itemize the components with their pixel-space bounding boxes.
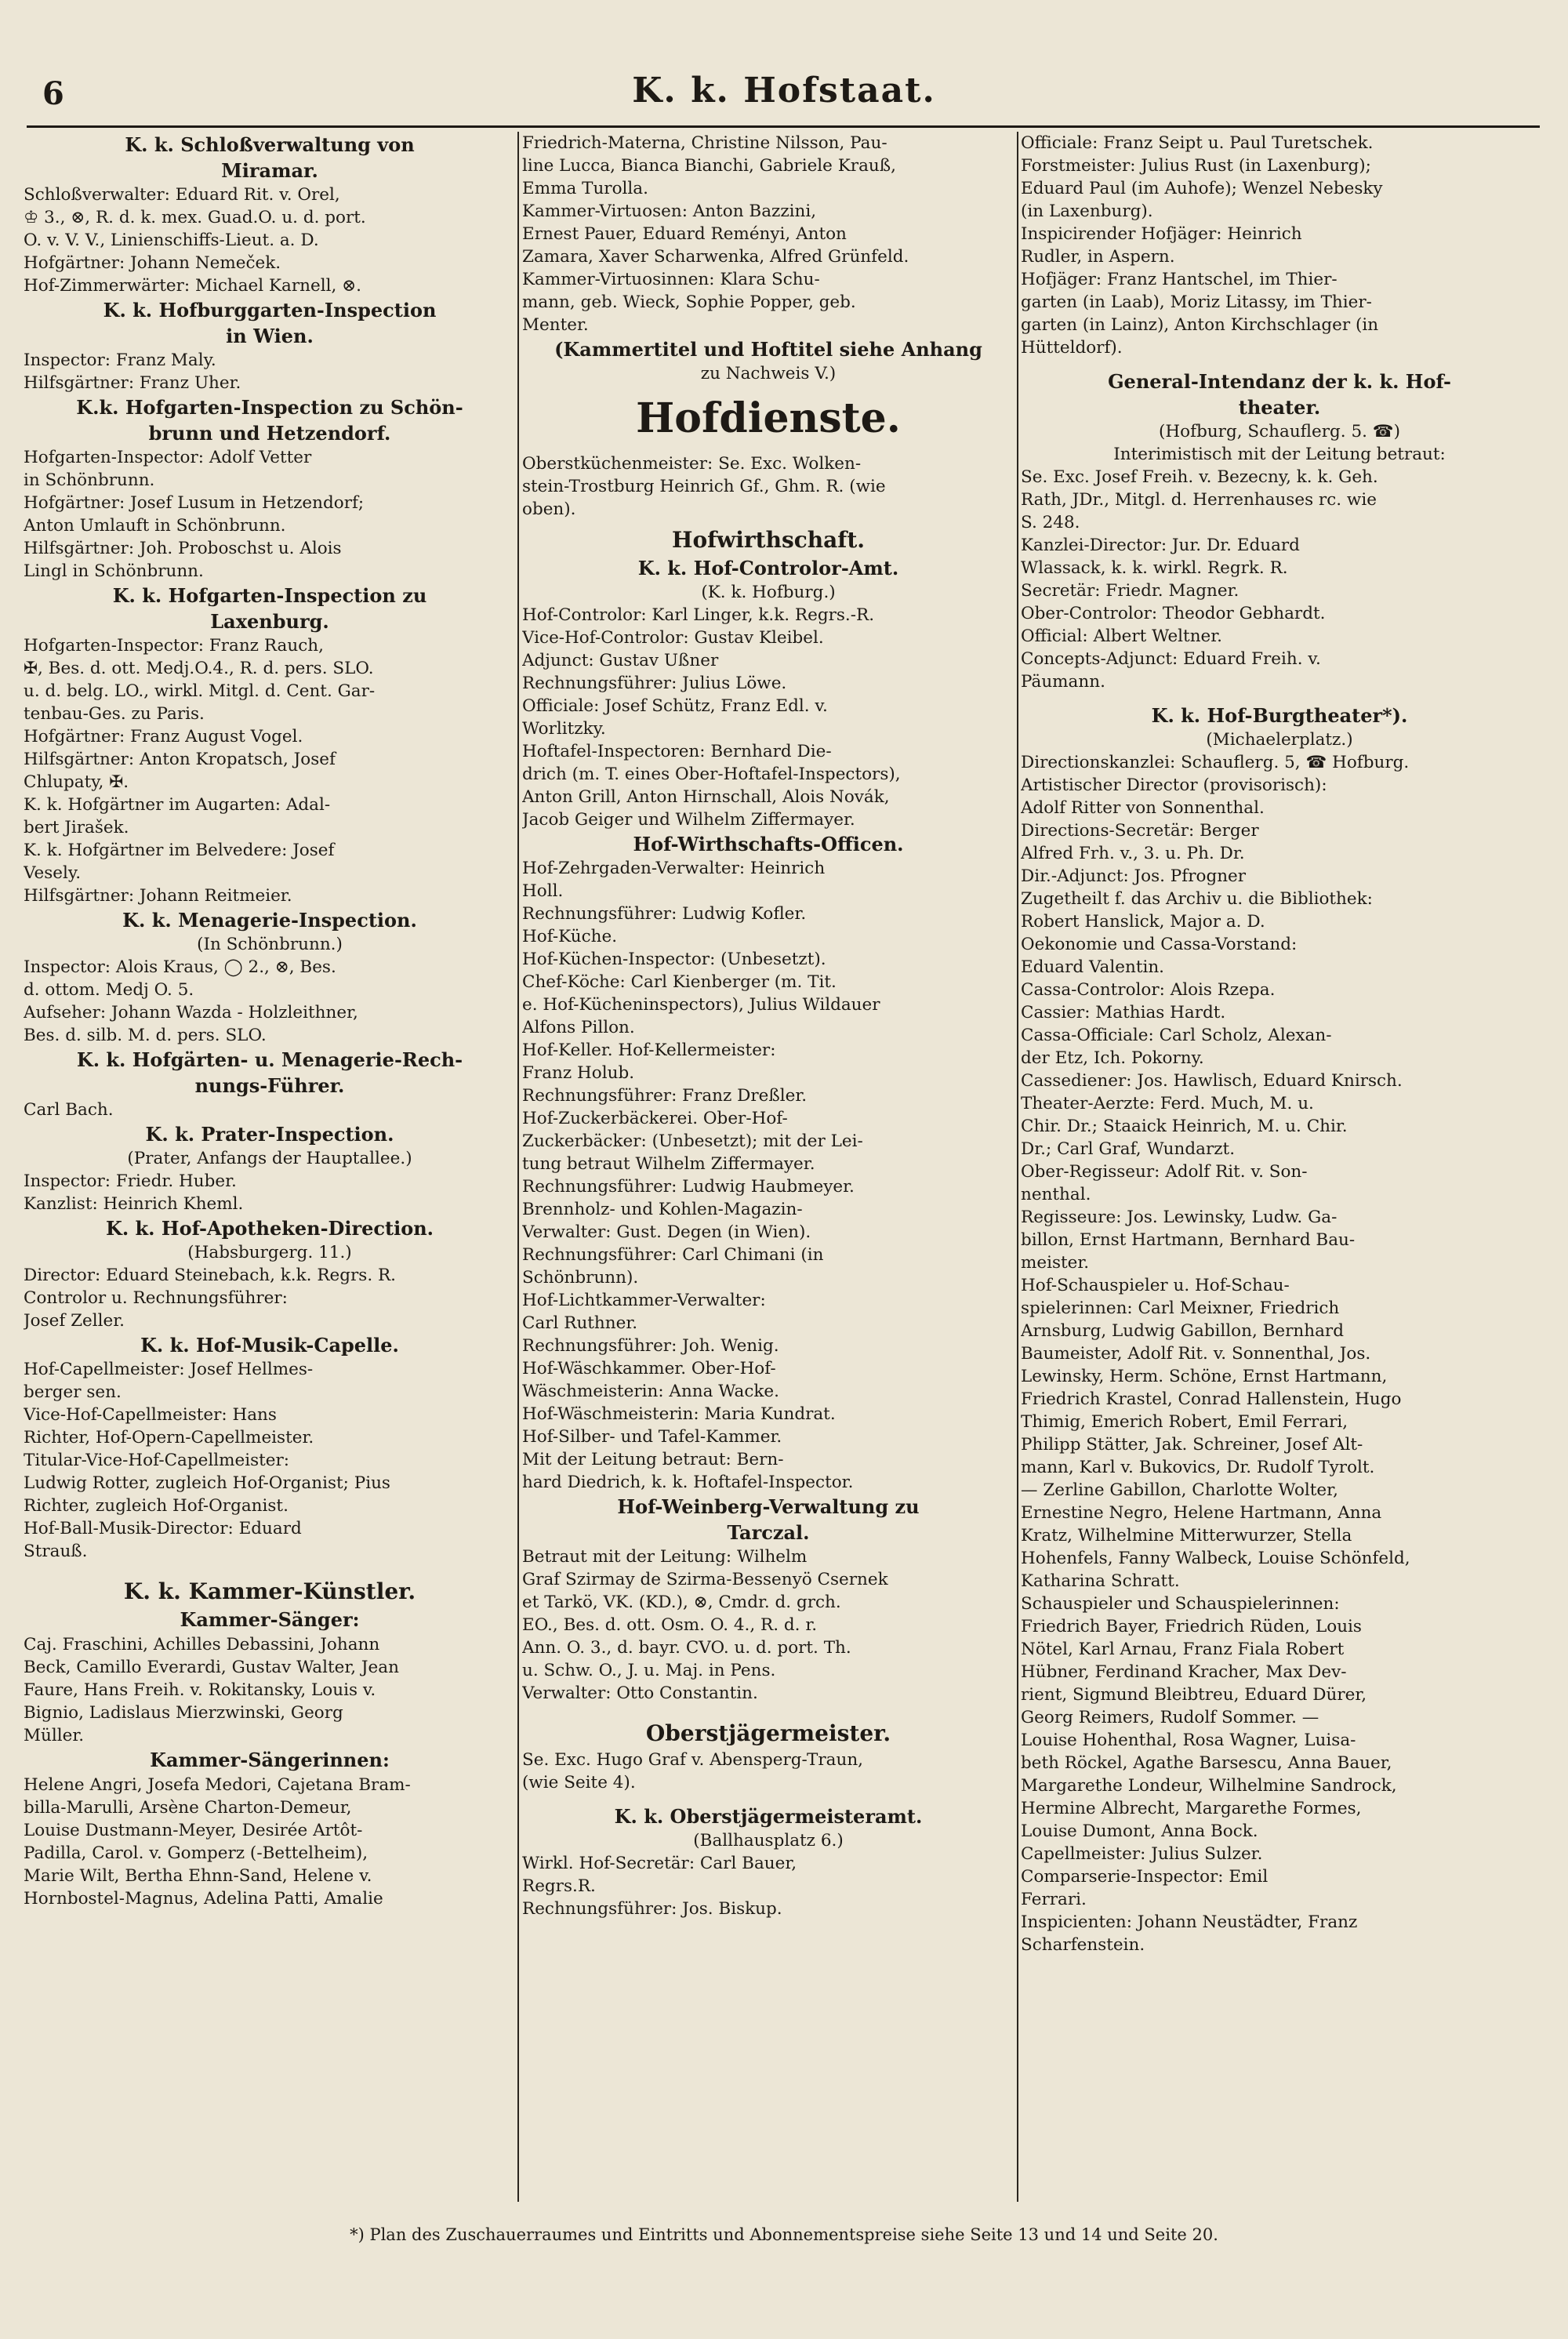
text-line: Hilfsgärtner: Franz Uher. (24, 373, 241, 393)
text-line: Ernestine Negro, Helene Hartmann, Anna (1021, 1503, 1382, 1523)
text-line: Verwalter: Gust. Degen (in Wien). (522, 1222, 811, 1242)
section-heading: K. k. Menagerie-Inspection. (122, 909, 417, 932)
section-heading: Laxenburg. (210, 610, 329, 633)
text-line: Titular-Vice-Hof-Capellmeister: (24, 1451, 289, 1470)
column-left (24, 132, 516, 2202)
text-line: (K. k. Hofburg.) (701, 583, 836, 602)
text-line: Hofgarten-Inspector: Franz Rauch, (24, 636, 324, 656)
text-line: Rudler, in Aspern. (1021, 247, 1175, 267)
page-number: 6 (42, 75, 64, 112)
footnote: *) Plan des Zuschauerraumes und Eintritts und Abonnementspreise siehe Seite 13 und 14 und Seite 20. (350, 2225, 1218, 2244)
text-line: Hof-Lichtkammer-Verwalter: (522, 1291, 766, 1310)
text-line: meister. (1021, 1253, 1090, 1273)
text-line: billa-Marulli, Arsène Charton-Demeur, (24, 1798, 352, 1818)
text-line: Kratz, Wilhelmine Mitterwurzer, Stella (1021, 1526, 1352, 1545)
text-line: Betraut mit der Leitung: Wilhelm (522, 1547, 808, 1567)
text-line: drich (m. T. eines Ober-Hoftafel-Inspectors), (522, 765, 901, 784)
text-line: Richter, zugleich Hof-Organist. (24, 1496, 289, 1516)
text-line: Vesely. (24, 863, 82, 883)
column-divider (517, 132, 519, 2202)
section-heading: General-Intendanz der k. k. Hof- (1108, 370, 1451, 393)
running-title: K. k. Hofstaat. (632, 71, 936, 111)
text-line: Cassa-Officiale: Carl Scholz, Alexan- (1021, 1026, 1332, 1045)
text-line: ✠, Bes. d. ott. Medj.O.4., R. d. pers. SLO. (24, 659, 374, 678)
text-line: Margarethe Londeur, Wilhelmine Sandrock, (1021, 1776, 1397, 1796)
text-line: Helene Angri, Josefa Medori, Cajetana Bram- (24, 1775, 411, 1795)
text-line: Carl Ruthner. (522, 1313, 638, 1333)
text-line: d. ottom. Medj O. 5. (24, 980, 194, 1000)
text-line: Rechnungsführer: Jos. Biskup. (522, 1899, 782, 1919)
text-line: Wlassack, k. k. wirkl. Regrk. R. (1021, 558, 1288, 578)
column-middle (522, 132, 1014, 2202)
text-line: Directions-Secretär: Berger (1021, 821, 1259, 841)
text-line: Ann. O. 3., d. bayr. CVO. u. d. port. Th. (522, 1638, 851, 1658)
text-line: beth Röckel, Agathe Barsescu, Anna Bauer, (1021, 1753, 1392, 1773)
text-line: Georg Reimers, Rudolf Sommer. — (1021, 1708, 1319, 1727)
text-line: Hof-Schauspieler u. Hof-Schau- (1021, 1276, 1290, 1295)
text-line: Hilfsgärtner: Joh. Proboschst u. Alois (24, 539, 342, 558)
text-line: Se. Exc. Josef Freih. v. Bezecny, k. k. Geh. (1021, 467, 1378, 487)
text-line: Carl Bach. (24, 1100, 114, 1120)
text-line: Richter, Hof-Opern-Capellmeister. (24, 1428, 314, 1447)
text-line: Concepts-Adjunct: Eduard Freih. v. (1021, 649, 1321, 669)
text-line: Friedrich Bayer, Friedrich Rüden, Louis (1021, 1617, 1362, 1636)
section-heading: K. k. Hofgärten- u. Menagerie-Rech- (76, 1048, 463, 1071)
section-heading: K. k. Hof-Burgtheater*). (1151, 704, 1408, 727)
text-line: Kanzlist: Heinrich Kheml. (24, 1194, 244, 1214)
text-line: Inspicienten: Johann Neustädter, Franz (1021, 1912, 1358, 1932)
text-line: Regrs.R. (522, 1876, 596, 1896)
section-heading: Kammer-Sänger: (180, 1608, 360, 1631)
text-line: in Schönbrunn. (24, 470, 155, 490)
text-line: Hof-Küche. (522, 927, 618, 946)
text-line: (Michaelerplatz.) (1206, 730, 1353, 750)
section-heading: Kammer-Sängerinnen: (150, 1749, 390, 1771)
text-line: Dir.-Adjunct: Jos. Pfrogner (1021, 866, 1247, 886)
text-line: Hermine Albrecht, Margarethe Formes, (1021, 1799, 1362, 1818)
text-line: Müller. (24, 1726, 85, 1745)
text-line: hard Diedrich, k. k. Hoftafel-Inspector. (522, 1473, 854, 1492)
text-line: Comparserie-Inspector: Emil (1021, 1867, 1269, 1887)
text-line: Hohenfels, Fanny Walbeck, Louise Schönfeld, (1021, 1549, 1410, 1568)
text-line: Dr.; Carl Graf, Wundarzt. (1021, 1139, 1236, 1159)
text-line: Inspicirender Hofjäger: Heinrich (1021, 224, 1302, 244)
text-line: Ludwig Rotter, zugleich Hof-Organist; Pius (24, 1473, 390, 1493)
text-line: Cassier: Mathias Hardt. (1021, 1003, 1226, 1022)
text-line: Hof-Küchen-Inspector: (Unbesetzt). (522, 950, 826, 969)
text-line: tenbau-Ges. zu Paris. (24, 704, 205, 724)
text-line: Graf Szirmay de Szirma-Bessenyö Csernek (522, 1570, 888, 1589)
spacer (1021, 693, 1538, 703)
text-line: Brennholz- und Kohlen-Magazin- (522, 1200, 803, 1219)
text-line: Hof-Controlor: Karl Linger, k.k. Regrs.-R. (522, 605, 875, 625)
spacer (24, 1563, 516, 1572)
section-heading: Oberstjägermeister. (645, 1720, 891, 1746)
text-line: der Etz, Ich. Pokorny. (1021, 1048, 1204, 1068)
text-line: Louise Dustmann-Meyer, Desirée Artôt- (24, 1821, 363, 1840)
text-line: Hofgärtner: Josef Lusum in Hetzendorf; (24, 493, 365, 513)
text-line: Rechnungsführer: Ludwig Haubmeyer. (522, 1177, 855, 1197)
text-line: Emma Turolla. (522, 179, 648, 198)
text-line: Rechnungsführer: Julius Löwe. (522, 674, 787, 693)
section-heading: K. k. Hof-Controlor-Amt. (637, 557, 899, 579)
text-line: Arnsburg, Ludwig Gabillon, Bernhard (1021, 1321, 1344, 1341)
section-heading: Hof-Weinberg-Verwaltung zu (617, 1495, 920, 1518)
text-line: e. Hof-Kücheninspectors), Julius Wildauer (522, 995, 880, 1015)
text-line: Inspector: Franz Maly. (24, 350, 216, 370)
text-line: Hof-Zehrgaden-Verwalter: Heinrich (522, 859, 826, 878)
text-line: Lingl in Schönbrunn. (24, 561, 204, 581)
text-line: mann, geb. Wieck, Sophie Popper, geb. (522, 292, 856, 312)
section-heading: K. k. Hofgarten-Inspection zu (112, 584, 427, 607)
text-line: Interimistisch mit der Leitung betraut: (1113, 445, 1446, 464)
text-line: stein-Trostburg Heinrich Gf., Ghm. R. (wie (522, 477, 886, 496)
text-line: Hofjäger: Franz Hantschel, im Thier- (1021, 270, 1338, 289)
text-line: tung betraut Wilhelm Ziffermayer. (522, 1154, 815, 1174)
text-line: Cassediener: Jos. Hawlisch, Eduard Knirsch. (1021, 1071, 1403, 1091)
text-line: Capellmeister: Julius Sulzer. (1021, 1844, 1263, 1864)
text-line: Regisseure: Jos. Lewinsky, Ludw. Ga- (1021, 1208, 1338, 1227)
text-line: Strauß. (24, 1542, 88, 1561)
text-line: Hof-Silber- und Tafel-Kammer. (522, 1427, 782, 1447)
text-line: Baumeister, Adolf Rit. v. Sonnenthal, Jos. (1021, 1344, 1371, 1364)
text-line: Vice-Hof-Controlor: Gustav Kleibel. (522, 628, 824, 648)
text-line: (in Laxenburg). (1021, 202, 1153, 221)
text-line: Worlitzky. (522, 719, 606, 739)
text-line: Friedrich Krastel, Conrad Hallenstein, Hugo (1021, 1389, 1402, 1409)
text-line: Artistischer Director (provisorisch): (1021, 775, 1327, 795)
text-line: Hofgärtner: Johann Nemeček. (24, 253, 281, 273)
text-line: Faure, Hans Freih. v. Rokitansky, Louis v. (24, 1680, 376, 1700)
text-line: Rechnungsführer: Ludwig Kofler. (522, 904, 807, 924)
text-line: (Prater, Anfangs der Hauptallee.) (127, 1149, 412, 1168)
text-line: Hof-Ball-Musik-Director: Eduard (24, 1519, 302, 1538)
text-line: Scharfenstein. (1021, 1935, 1145, 1955)
text-line: Officiale: Josef Schütz, Franz Edl. v. (522, 696, 828, 716)
text-line: Robert Hanslick, Major a. D. (1021, 912, 1265, 932)
text-line: bert Jirašek. (24, 818, 129, 837)
text-line: Ernest Pauer, Eduard Reményi, Anton (522, 224, 847, 244)
text-line: Se. Exc. Hugo Graf v. Abensperg-Traun, (522, 1750, 863, 1770)
text-line: Anton Grill, Anton Hirnschall, Alois Novák, (522, 787, 890, 807)
spacer (522, 1794, 1014, 1803)
text-line: Inspector: Friedr. Huber. (24, 1171, 237, 1191)
text-line: Chlupaty, ✠. (24, 772, 129, 792)
text-line: et Tarkö, VK. (KD.), ⊗, Cmdr. d. grch. (522, 1593, 841, 1612)
text-line: Theater-Aerzte: Ferd. Much, M. u. (1021, 1094, 1314, 1113)
text-line: Ober-Regisseur: Adolf Rit. v. Son- (1021, 1162, 1308, 1182)
text-line: Hofgärtner: Franz August Vogel. (24, 727, 303, 746)
text-line: Marie Wilt, Bertha Ehnn-Sand, Helene v. (24, 1866, 372, 1886)
section-heading: Hof-Wirthschafts-Officen. (633, 833, 904, 855)
text-line: Directionskanzlei: Schauflerg. 5, ☎ Hofburg. (1021, 753, 1410, 772)
text-line: (wie Seite 4). (522, 1773, 636, 1792)
section-heading: in Wien. (226, 325, 314, 347)
text-line: Hütteldorf). (1021, 338, 1123, 358)
text-line: Padilla, Carol. v. Gomperz (-Bettelheim), (24, 1843, 368, 1863)
text-line: Kanzlei-Director: Jur. Dr. Eduard (1021, 536, 1300, 555)
text-line: Mit der Leitung betraut: Bern- (522, 1450, 784, 1469)
text-line: Forstmeister: Julius Rust (in Laxenburg); (1021, 156, 1371, 176)
column-right (1021, 132, 1538, 2202)
section-heading: K. k. Oberstjägermeisteramt. (614, 1805, 923, 1828)
text-line: oben). (522, 499, 576, 519)
text-line: Kammer-Virtuosinnen: Klara Schu- (522, 270, 820, 289)
section-heading: Tarczal. (727, 1521, 810, 1544)
text-line: Oberstküchenmeister: Se. Exc. Wolken- (522, 454, 862, 474)
text-line: K. k. Hofgärtner im Augarten: Adal- (24, 795, 331, 815)
text-line: Thimig, Emerich Robert, Emil Ferrari, (1021, 1412, 1348, 1432)
text-line: Controlor u. Rechnungsführer: (24, 1288, 288, 1308)
text-line: Alfred Frh. v., 3. u. Ph. Dr. (1021, 844, 1245, 863)
text-line: O. v. V. V., Linienschiffs-Lieut. a. D. (24, 231, 319, 250)
text-line: Chir. Dr.; Staaick Heinrich, M. u. Chir. (1021, 1117, 1348, 1136)
text-line: Nötel, Karl Arnau, Franz Fiala Robert (1021, 1640, 1345, 1659)
text-line: Ober-Controlor: Theodor Gebhardt. (1021, 604, 1326, 623)
text-line: (Habsburgerg. 11.) (187, 1243, 352, 1262)
text-line: Hübner, Ferdinand Kracher, Max Dev- (1021, 1662, 1347, 1682)
text-line: Hornbostel-Magnus, Adelina Patti, Amalie (24, 1889, 383, 1909)
text-line: Kammer-Virtuosen: Anton Bazzini, (522, 202, 817, 221)
text-line: Wirkl. Hof-Secretär: Carl Bauer, (522, 1854, 797, 1873)
text-line: Louise Dumont, Anna Bock. (1021, 1821, 1258, 1841)
text-line: Eduard Paul (im Auhofe); Wenzel Nebesky (1021, 179, 1383, 198)
text-line: Secretär: Friedr. Magner. (1021, 581, 1240, 601)
text-line: Louise Hohenthal, Rosa Wagner, Luisa- (1021, 1731, 1356, 1750)
text-line: Friedrich-Materna, Christine Nilsson, Pau- (522, 133, 887, 153)
text-line: Hof-Zuckerbäckerei. Ober-Hof- (522, 1109, 788, 1128)
text-line: Bignio, Ladislaus Mierzwinski, Georg (24, 1703, 343, 1723)
text-line: (Hofburg, Schauflerg. 5. ☎) (1159, 422, 1400, 441)
text-line: Zuckerbäcker: (Unbesetzt); mit der Lei- (522, 1131, 863, 1151)
section-heading: K. k. Kammer-Künstler. (123, 1578, 416, 1604)
text-line: spielerinnen: Carl Meixner, Friedrich (1021, 1298, 1340, 1318)
section-heading: K. k. Schloßverwaltung von (125, 133, 415, 156)
text-line: Zamara, Xaver Scharwenka, Alfred Grünfeld. (522, 247, 909, 267)
text-line: Inspector: Alois Kraus, ◯ 2., ⊗, Bes. (24, 957, 336, 977)
text-line: Chef-Köche: Carl Kienberger (m. Tit. (522, 972, 837, 992)
header-rule (27, 125, 1540, 128)
text-line: K. k. Hofgärtner im Belvedere: Josef (24, 841, 335, 860)
section-heading: (Kammertitel und Hoftitel siehe Anhang (554, 338, 982, 361)
text-line: Alfons Pillon. (522, 1018, 635, 1037)
text-line: Schönbrunn). (522, 1268, 639, 1288)
section-heading: K.k. Hofgarten-Inspection zu Schön- (76, 396, 463, 419)
text-line: Aufseher: Johann Wazda - Holzleithner, (24, 1003, 358, 1022)
text-line: Rechnungsführer: Franz Dreßler. (522, 1086, 808, 1106)
text-line: (Ballhausplatz 6.) (693, 1831, 844, 1850)
section-heading: Hofwirthschaft. (672, 527, 865, 553)
text-line: Officiale: Franz Seipt u. Paul Turetschek. (1021, 133, 1374, 153)
text-line: Beck, Camillo Everardi, Gustav Walter, Jean (24, 1658, 399, 1677)
text-line: u. d. belg. LO., wirkl. Mitgl. d. Cent. Gar- (24, 681, 376, 701)
text-line: Franz Holub. (522, 1063, 635, 1083)
text-line: Anton Umlauft in Schönbrunn. (24, 516, 286, 536)
text-line: Rechnungsführer: Carl Chimani (in (522, 1245, 824, 1265)
text-line: Ferrari. (1021, 1890, 1087, 1909)
text-line: Bes. d. silb. M. d. pers. SLO. (24, 1026, 267, 1045)
text-line: Director: Eduard Steinebach, k.k. Regrs. R. (24, 1266, 397, 1285)
text-line: mann, Karl v. Bukovics, Dr. Rudolf Tyrolt. (1021, 1458, 1375, 1477)
text-line: Katharina Schratt. (1021, 1571, 1180, 1591)
text-line: Hofgarten-Inspector: Adolf Vetter (24, 448, 312, 467)
text-line: Vice-Hof-Capellmeister: Hans (24, 1405, 277, 1425)
text-line: Zugetheilt f. das Archiv u. die Bibliothek: (1021, 889, 1373, 909)
text-line: Schloßverwalter: Eduard Rit. v. Orel, (24, 185, 340, 205)
text-line: EO., Bes. d. ott. Osm. O. 4., R. d. r. (522, 1615, 818, 1635)
text-line: garten (in Lainz), Anton Kirchschlager (in (1021, 315, 1379, 335)
text-line: Jacob Geiger und Wilhelm Ziffermayer. (522, 810, 855, 830)
text-line: Päumann. (1021, 672, 1105, 692)
text-line: Menter. (522, 315, 589, 335)
text-line: berger sen. (24, 1382, 122, 1402)
text-line: zu Nachweis V.) (700, 364, 837, 383)
section-heading: K. k. Hof-Musik-Capelle. (140, 1334, 399, 1357)
text-line: Hoftafel-Inspectoren: Bernhard Die- (522, 742, 832, 761)
text-line: Verwalter: Otto Constantin. (522, 1683, 758, 1703)
text-line: Wäschmeisterin: Anna Wacke. (522, 1382, 779, 1401)
spacer (1021, 359, 1538, 369)
text-line: Hof-Wäschmeisterin: Maria Kundrat. (522, 1404, 836, 1424)
section-heading: Hofdienste. (636, 394, 901, 442)
text-line: Hilfsgärtner: Anton Kropatsch, Josef (24, 750, 336, 769)
text-line: Hof-Keller. Hof-Kellermeister: (522, 1041, 776, 1060)
text-line: Hilfsgärtner: Johann Reitmeier. (24, 886, 292, 906)
text-line: Rath, JDr., Mitgl. d. Herrenhauses rc. wie (1021, 490, 1377, 510)
section-heading: theater. (1238, 396, 1321, 419)
section-heading: Miramar. (221, 159, 318, 182)
spacer (522, 1705, 1014, 1714)
section-heading: nungs-Führer. (194, 1074, 345, 1097)
text-line: Oekonomie und Cassa-Vorstand: (1021, 935, 1298, 954)
text-line: rient, Sigmund Bleibtreu, Eduard Dürer, (1021, 1685, 1367, 1705)
text-line: nenthal. (1021, 1185, 1091, 1204)
text-line: Rechnungsführer: Joh. Wenig. (522, 1336, 779, 1356)
text-line: garten (in Laab), Moriz Litassy, im Thier- (1021, 292, 1372, 312)
section-heading: K. k. Hof-Apotheken-Direction. (105, 1217, 434, 1240)
text-line: Hof-Wäschkammer. Ober-Hof- (522, 1359, 776, 1378)
text-line: billon, Ernst Hartmann, Bernhard Bau- (1021, 1230, 1356, 1250)
text-line: Eduard Valentin. (1021, 957, 1165, 977)
text-line: Schauspieler und Schauspielerinnen: (1021, 1594, 1340, 1614)
text-line: — Zerline Gabillon, Charlotte Wolter, (1021, 1480, 1338, 1500)
text-line: Official: Albert Weltner. (1021, 627, 1223, 646)
text-line: Lewinsky, Herm. Schöne, Ernst Hartmann, (1021, 1367, 1388, 1386)
text-line: ♔ 3., ⊗, R. d. k. mex. Guad.O. u. d. port. (24, 208, 366, 227)
text-line: (In Schönbrunn.) (197, 935, 343, 954)
text-line: Josef Zeller. (24, 1311, 125, 1331)
text-line: line Lucca, Bianca Bianchi, Gabriele Krauß, (522, 156, 896, 176)
text-line: Hof-Zimmerwärter: Michael Karnell, ⊗. (24, 276, 361, 296)
section-heading: K. k. Hofburggarten-Inspection (103, 299, 437, 321)
section-heading: K. k. Prater-Inspection. (145, 1123, 394, 1146)
text-line: S. 248. (1021, 513, 1080, 532)
text-line: u. Schw. O., J. u. Maj. in Pens. (522, 1661, 776, 1680)
section-heading: brunn und Hetzendorf. (148, 422, 391, 445)
text-line: Caj. Fraschini, Achilles Debassini, Johann (24, 1635, 380, 1654)
column-divider (1017, 132, 1018, 2202)
text-line: Philipp Stätter, Jak. Schreiner, Josef Alt- (1021, 1435, 1363, 1455)
text-line: Adolf Ritter von Sonnenthal. (1021, 798, 1265, 818)
text-line: Holl. (522, 881, 564, 901)
text-line: Hof-Capellmeister: Josef Hellmes- (24, 1360, 314, 1379)
text-line: Cassa-Controlor: Alois Rzepa. (1021, 980, 1276, 1000)
text-line: Adjunct: Gustav Ußner (522, 651, 719, 670)
